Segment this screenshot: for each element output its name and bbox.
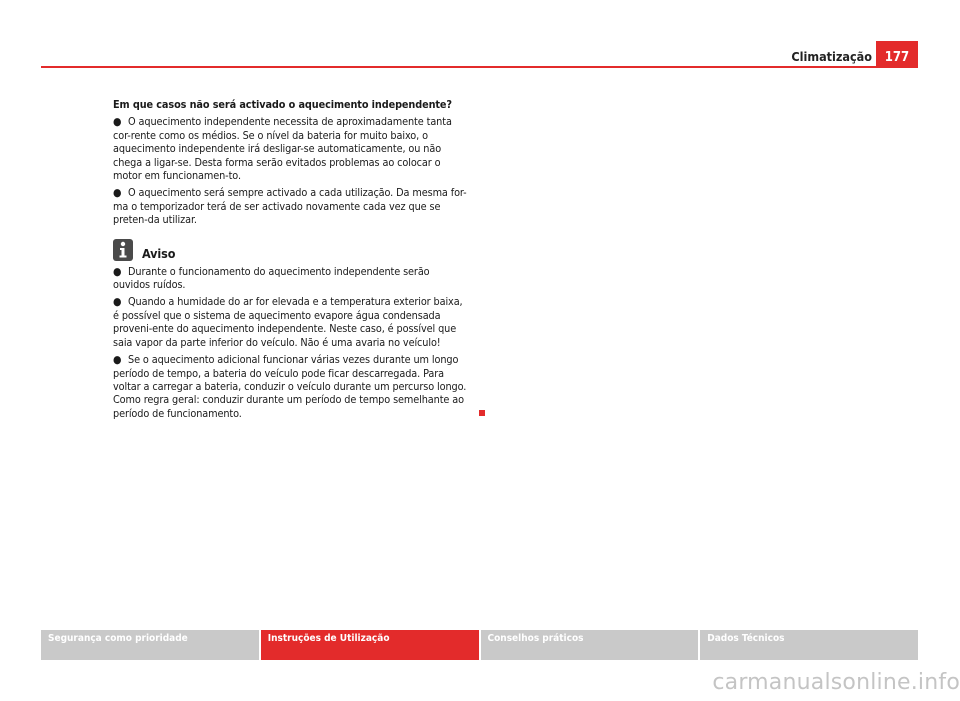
page-number: 177	[876, 41, 918, 67]
warning-bullet	[113, 295, 468, 349]
bullet-text: O aquecimento independente necessita de aproximadamente tanta cor-rente como os médios. Se o nível da bateria for muito baixo, o aquecimento independente irá desligar-se automaticamente, ou não chega a ligar-se. Desta forma serão evitados problemas ao colocar o motor em funcionamen-to.	[113, 115, 452, 183]
footer-tab-dados-tecnicos[interactable]: Dados Técnicos	[700, 630, 918, 660]
bullet-text: O aquecimento será sempre activado a cada utilização. Da mesma for-ma o temporizador terá de ser activado novamente cada vez que se preten-da utilizar.	[113, 186, 467, 227]
watermark: carmanualsonline.info	[712, 670, 960, 695]
page-title: Climatização	[791, 49, 872, 64]
bullet-icon: ●	[113, 295, 122, 309]
warning-title: Aviso	[142, 246, 176, 262]
bullet-paragraph	[113, 115, 468, 182]
info-icon	[113, 239, 133, 261]
footer-tab-seguranca[interactable]: Segurança como prioridade	[41, 630, 259, 660]
bullet-icon: ●	[113, 353, 122, 367]
header-rule	[41, 66, 918, 68]
warning-bullet	[113, 353, 468, 420]
bullet-icon: ●	[113, 264, 122, 278]
footer-tab-instrucoes[interactable]: Instruções de Utilização	[261, 630, 479, 660]
bullet-icon: ●	[113, 186, 122, 200]
main-content	[113, 98, 468, 424]
footer-nav	[41, 630, 918, 660]
warning-bullet-text: Durante o funcionamento do aquecimento independente serão ouvidos ruídos.	[113, 264, 430, 292]
warning-bullet-text: Quando a humidade do ar for elevada e a temperatura exterior baixa, é possível que o sistema de aquecimento evapore água condensada proveni-ente do aquecimento independente. Neste caso, é possível que saia vapor da parte inferior do veículo. Não é uma avaria no veículo!	[113, 295, 463, 349]
section-end-marker	[479, 410, 485, 416]
footer-tab-conselhos[interactable]: Conselhos práticos	[481, 630, 699, 660]
bullet-paragraph	[113, 186, 468, 226]
section-heading: Em que casos não será activado o aquecimento independente?	[113, 98, 452, 111]
warning-bullet	[113, 265, 468, 292]
bullet-icon: ●	[113, 115, 122, 129]
warning-bullet-text: Se o aquecimento adicional funcionar várias vezes durante um longo período de tempo, a bateria do veículo pode ficar descarregada. Para voltar a carregar a bateria, conduzir o veículo durante um percurso longo. Como regra geral: conduzir durante um período de tempo semelhante ao período de funcionamento.	[113, 353, 467, 420]
warning-header	[113, 239, 468, 261]
